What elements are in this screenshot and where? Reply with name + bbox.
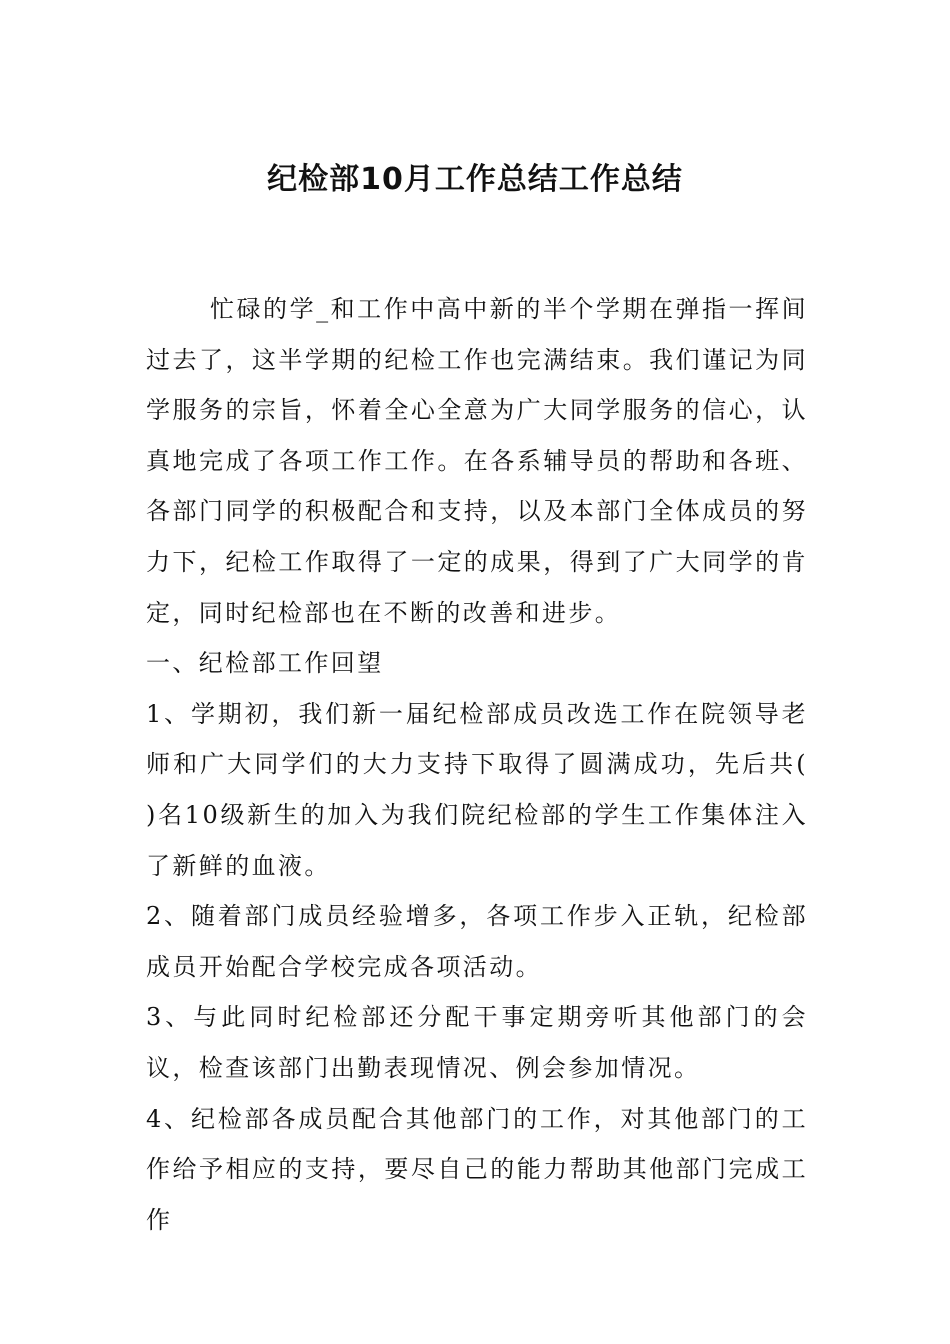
- list-item-1: 1、学期初，我们新一届纪检部成员改选工作在院领导老师和广大同学们的大力支持下取得了圆满成功，先后共( )名10级新生的加入为我们院纪检部的学生工作集体注入了新鲜的血液。: [146, 699, 808, 880]
- list-item-3: 3、与此同时纪检部还分配干事定期旁听其他部门的会议，检查该部门出勤表现情况、例会参加情况。: [146, 1003, 808, 1082]
- section-heading: 一、纪检部工作回望: [146, 649, 384, 678]
- document-body: [146, 284, 808, 1245]
- document-title: 纪检部10月工作总结工作总结: [267, 162, 683, 197]
- list-item-4: 4、纪检部各成员配合其他部门的工作，对其他部门的工作给予相应的支持，要尽自己的能力帮助其他部门完成工作: [146, 1104, 808, 1234]
- intro-paragraph: 忙碌的学_和工作中高中新的半个学期在弹指一挥间过去了，这半学期的纪检工作也完满结束。我们谨记为同学服务的宗旨，怀着全心全意为广大同学服务的信心，认真地完成了各项工作工作。在各系辅导员的帮助和各班、各部门同学的积极配合和支持，以及本部门全体成员的努力下，纪检工作取得了一定的成果，得到了广大同学的肯定，同时纪检部也在不断的改善和进步。: [146, 295, 808, 627]
- list-item-2: 2、随着部门成员经验增多，各项工作步入正轨，纪检部成员开始配合学校完成各项活动。: [146, 902, 808, 981]
